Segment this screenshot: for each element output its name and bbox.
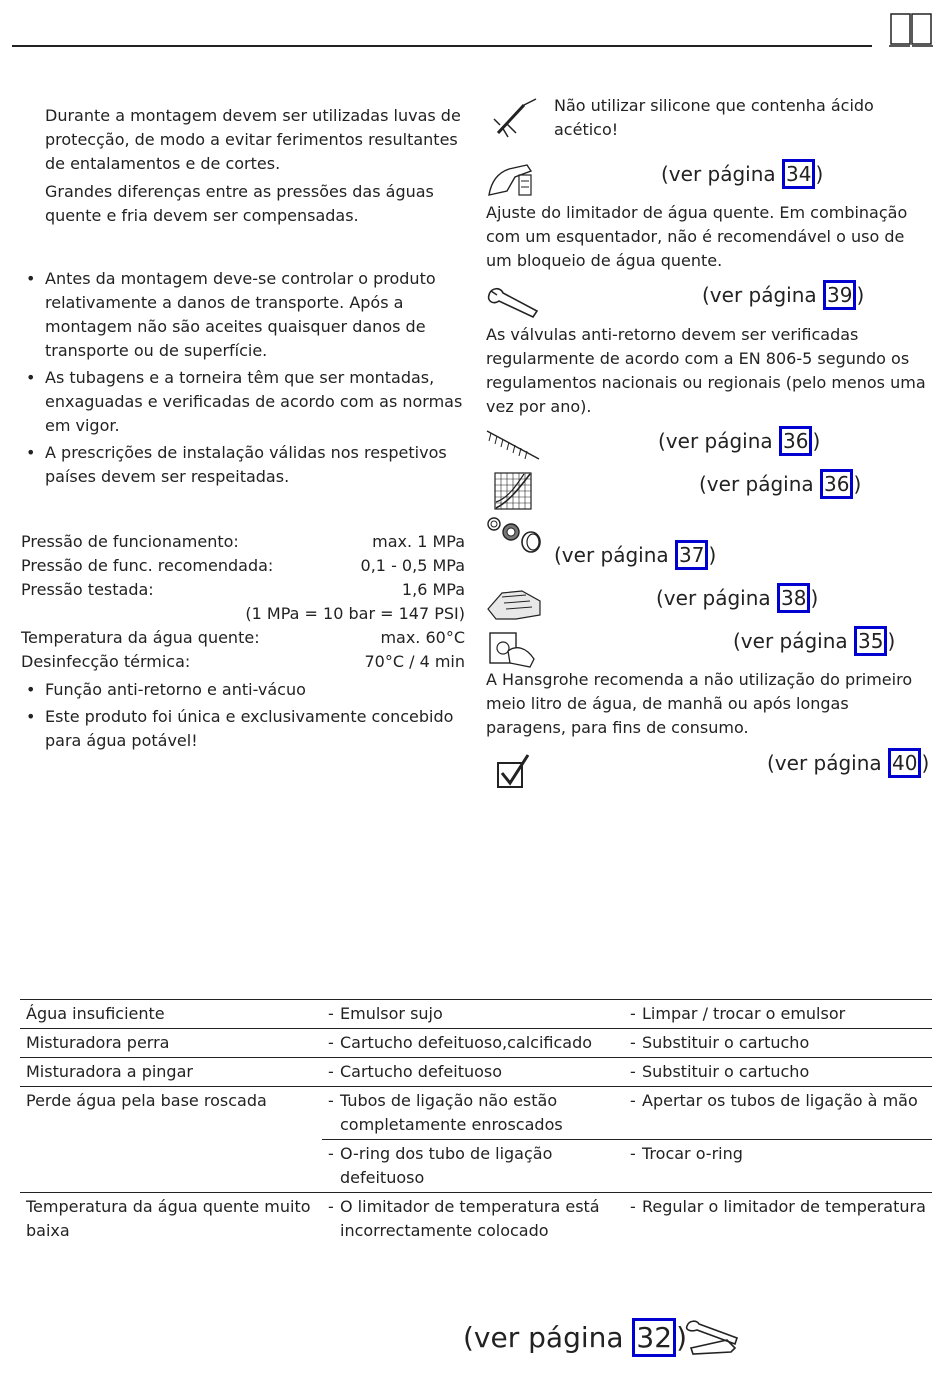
remedy-cell: - Limpar / trocar o emulsor: [624, 1000, 932, 1029]
cause-cell: - O limitador de temperatura está incorrectamente colocado: [322, 1193, 624, 1246]
page-ref: (ver página 35 ): [733, 628, 895, 654]
page-link[interactable]: 36: [820, 469, 853, 499]
page-link[interactable]: 36: [779, 426, 812, 456]
spec-row: [21, 578, 465, 602]
spec-label: Temperatura da água quente:: [21, 628, 260, 647]
table-row: [20, 1193, 932, 1246]
remedy-cell: - Substituir o cartucho: [624, 1058, 932, 1087]
problem-cell: Temperatura da água quente muito baixa: [20, 1193, 322, 1246]
cause-cell: - Cartucho defeituoso: [322, 1058, 624, 1087]
page-link[interactable]: 38: [777, 583, 810, 613]
technical-specs: [21, 530, 465, 674]
page-ref: (ver página 36 ): [699, 471, 861, 497]
list-item: • As tubagens e a torneira têm que ser montadas, enxaguadas e verificadas de acordo com as normas em vigor.: [21, 366, 467, 438]
spec-value: max. 1 MPa: [372, 532, 465, 551]
spec-label: Pressão de funcionamento:: [21, 532, 239, 551]
table-row: [20, 1000, 932, 1029]
silicone-note: Não utilizar silicone que contenha ácido acético!: [554, 96, 874, 139]
page-link[interactable]: 32: [632, 1318, 676, 1357]
page-ref: (ver página 37 ): [554, 542, 716, 568]
problem-cell: Misturadora perra: [20, 1029, 322, 1058]
spec-row: [21, 650, 465, 674]
spec-row: [21, 554, 465, 578]
grid-chart-icon: [494, 472, 532, 510]
spec-row: [21, 530, 465, 554]
problem-cell: Perde água pela base roscada: [20, 1087, 322, 1193]
spec-row: [21, 602, 465, 626]
tools-icon: [683, 1318, 741, 1358]
cause-cell: - O-ring dos tubo de ligação defeituoso: [322, 1140, 624, 1193]
valves-text: As válvulas anti-retorno devem ser verificadas regularmente de acordo com a EN 806-5 segundo os regulamentos nacionais ou regionais (pelo menos uma vez por ano).: [486, 325, 926, 416]
page-link[interactable]: 40: [888, 748, 921, 778]
page-ref: (ver página 38 ): [656, 585, 818, 611]
remedy-cell: - Apertar os tubos de ligação à mão: [624, 1087, 932, 1140]
list-item: • Função anti-retorno e anti-vácuo: [21, 678, 467, 702]
spec-value: 0,1 - 0,5 MPa: [360, 556, 465, 575]
remedy-cell: - Substituir o cartucho: [624, 1029, 932, 1058]
page-link[interactable]: 34: [782, 159, 815, 189]
problem-cell: Misturadora a pingar: [20, 1058, 322, 1087]
wrench-icon: [485, 285, 541, 321]
table-row: [20, 1029, 932, 1058]
list-item: • Antes da montagem deve-se controlar o produto relativamente a danos de transporte. Após a montagem não são aceites quaisquer danos de transporte ou de superfície.: [21, 267, 467, 363]
page-link[interactable]: 39: [823, 280, 856, 310]
spec-value: 70°C / 4 min: [364, 652, 465, 671]
table-row: [20, 1058, 932, 1087]
hand-cleaning-icon: [486, 585, 542, 623]
list-item: • Este produto foi única e exclusivamente concebido para água potável!: [21, 705, 467, 753]
feature-bullets: [21, 678, 467, 753]
scale-icon: [485, 429, 541, 465]
remedy-cell: - Trocar o-ring: [624, 1140, 932, 1193]
page-ref: (ver página 34 ): [661, 161, 823, 187]
spec-value: (1 MPa = 10 bar = 147 PSI): [245, 604, 465, 623]
silicone-gun-icon: [490, 97, 540, 139]
parts-icon: [486, 515, 544, 555]
problem-cell: Água insuficiente: [20, 1000, 322, 1029]
troubleshooting-table: [20, 999, 932, 1245]
list-item: • A prescrições de instalação válidas nos respetivos países devem ser respeitadas.: [21, 441, 467, 489]
install-bullets: [21, 267, 467, 489]
hand-socket-icon: [486, 629, 538, 669]
spec-value: max. 60°C: [380, 628, 465, 647]
header-rule: [12, 45, 872, 47]
safety-notes: [45, 104, 465, 228]
safety-paragraph: Grandes diferenças entre as pressões das águas quente e fria devem ser compensadas.: [45, 182, 434, 225]
page-link[interactable]: 37: [675, 540, 708, 570]
consumption-text: A Hansgrohe recomenda a não utilização do primeiro meio litro de água, de manhã ou após longas paragens, para fins de consumo.: [486, 670, 913, 737]
checkbox-icon: [496, 753, 532, 791]
hand-adjust-icon: [487, 161, 537, 199]
spec-label: Desinfecção térmica:: [21, 652, 191, 671]
page-ref: (ver página 36 ): [658, 428, 820, 454]
spec-label: Pressão de func. recomendada:: [21, 556, 274, 575]
page-ref: (ver página 39 ): [702, 282, 864, 308]
spec-label: Pressão testada:: [21, 580, 154, 599]
table-row: [20, 1087, 932, 1140]
page-link[interactable]: 35: [854, 626, 887, 656]
spec-row: [21, 626, 465, 650]
cause-cell: - Cartucho defeituoso,calcificado: [322, 1029, 624, 1058]
open-book-icon: [887, 10, 935, 48]
cause-cell: - Tubos de ligação não estão completamente enroscados: [322, 1087, 624, 1140]
footer-page-ref: (ver página 32 ): [463, 1320, 687, 1356]
remedy-cell: - Regular o limitador de temperatura: [624, 1193, 932, 1246]
hot-water-text: Ajuste do limitador de água quente. Em combinação com um esquentador, não é recomendável o uso de um bloqueio de água quente.: [486, 203, 908, 270]
spec-value: 1,6 MPa: [401, 580, 465, 599]
cause-cell: - Emulsor sujo: [322, 1000, 624, 1029]
page-ref: (ver página 40 ): [767, 750, 929, 776]
safety-paragraph: Durante a montagem devem ser utilizadas luvas de protecção, de modo a evitar ferimentos resultantes de entalamentos e de cortes.: [45, 106, 461, 173]
